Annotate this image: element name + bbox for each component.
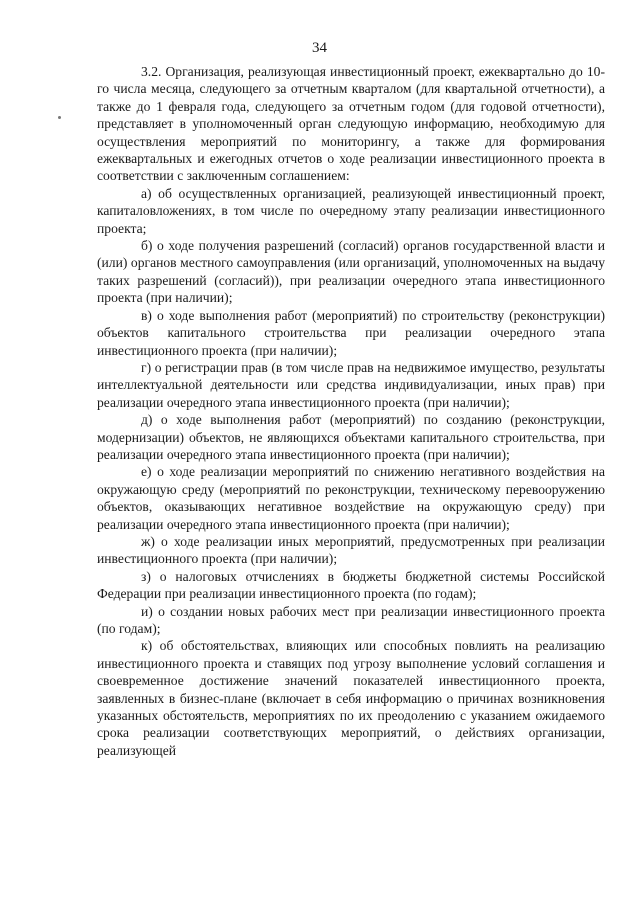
page-number: 34 (312, 40, 327, 56)
list-item-k: к) об обстоятельствах, влияющих или способных повлиять на реализацию инвестиционного проекта и ставящих под угрозу выполнение условий соглашения и своевременное достижение значений показателей инвестиционного проекта, заявленных в бизнес-плане (включает в себя информацию о причинах возникновения указанных обстоятельств, мероприятиях по их преодолению с указанием ожидаемого срока реализации соответствующих мероприятий, о действиях организации, реализующей (97, 638, 605, 758)
scan-speck (58, 116, 61, 119)
list-item-e: е) о ходе реализации мероприятий по снижению негативного воздействия на окружающую среду (мероприятий по реконструкции, техническому перевооружению объектов, оказывающих негативное воздействие на окружающую среду) при реализации очередного этапа инвестиционного проекта (при наличии); (97, 464, 605, 532)
list-item-g: г) о регистрации прав (в том числе прав на недвижимое имущество, результаты интеллектуальной деятельности или средства индивидуализации, иных прав) при реализации очередного этапа инвестиционного проекта (при наличии); (97, 359, 605, 410)
list-item-d: д) о ходе выполнения работ (мероприятий) по созданию (реконструкции, модернизации) объектов, не являющихся объектами капитального строительства, при реализации очередного этапа инвестиционного проекта (при наличии); (97, 412, 605, 462)
list-item-zh: ж) о ходе реализации иных мероприятий, предусмотренных при реализации инвестиционного проекта (при наличии); (97, 533, 605, 567)
document-body (97, 63, 605, 759)
paragraph-3-2: 3.2. Организация, реализующая инвестиционный проект, ежеквартально до 10-го числа месяца, следующего за отчетным кварталом (для квартальной отчетности), а также до 1 февраля года, следующего за отчетным годом (для годовой отчетности), представляет в уполномоченный орган следующую информацию, необходимую для осуществления мероприятий по мониторингу, а также для формирования ежеквартальных и ежегодных отчетов о ходе реализации инвестиционного проекта в соответствии с заключенным соглашением: (97, 64, 605, 184)
list-item-i: и) о создании новых рабочих мест при реализации инвестиционного проекта (по годам); (97, 603, 605, 636)
list-item-v: в) о ходе выполнения работ (мероприятий) по строительству (реконструкции) объектов капитального строительства при реализации очередного этапа инвестиционного проекта (при наличии); (97, 307, 605, 358)
list-item-z: з) о налоговых отчислениях в бюджеты бюджетной системы Российской Федерации при реализации инвестиционного проекта (по годам); (97, 568, 605, 602)
list-item-b: б) о ходе получения разрешений (согласий) органов государственной власти и (или) органов местного самоуправления (или организаций, уполномоченных на выдачу таких разрешений (согласий)), при реализации очередного этапа инвестиционного проекта (при наличии); (97, 238, 605, 306)
list-item-a: а) об осуществленных организацией, реализующей инвестиционный проект, капиталовложениях, в том числе по очередному этапу реализации инвестиционного проекта; (97, 185, 605, 236)
